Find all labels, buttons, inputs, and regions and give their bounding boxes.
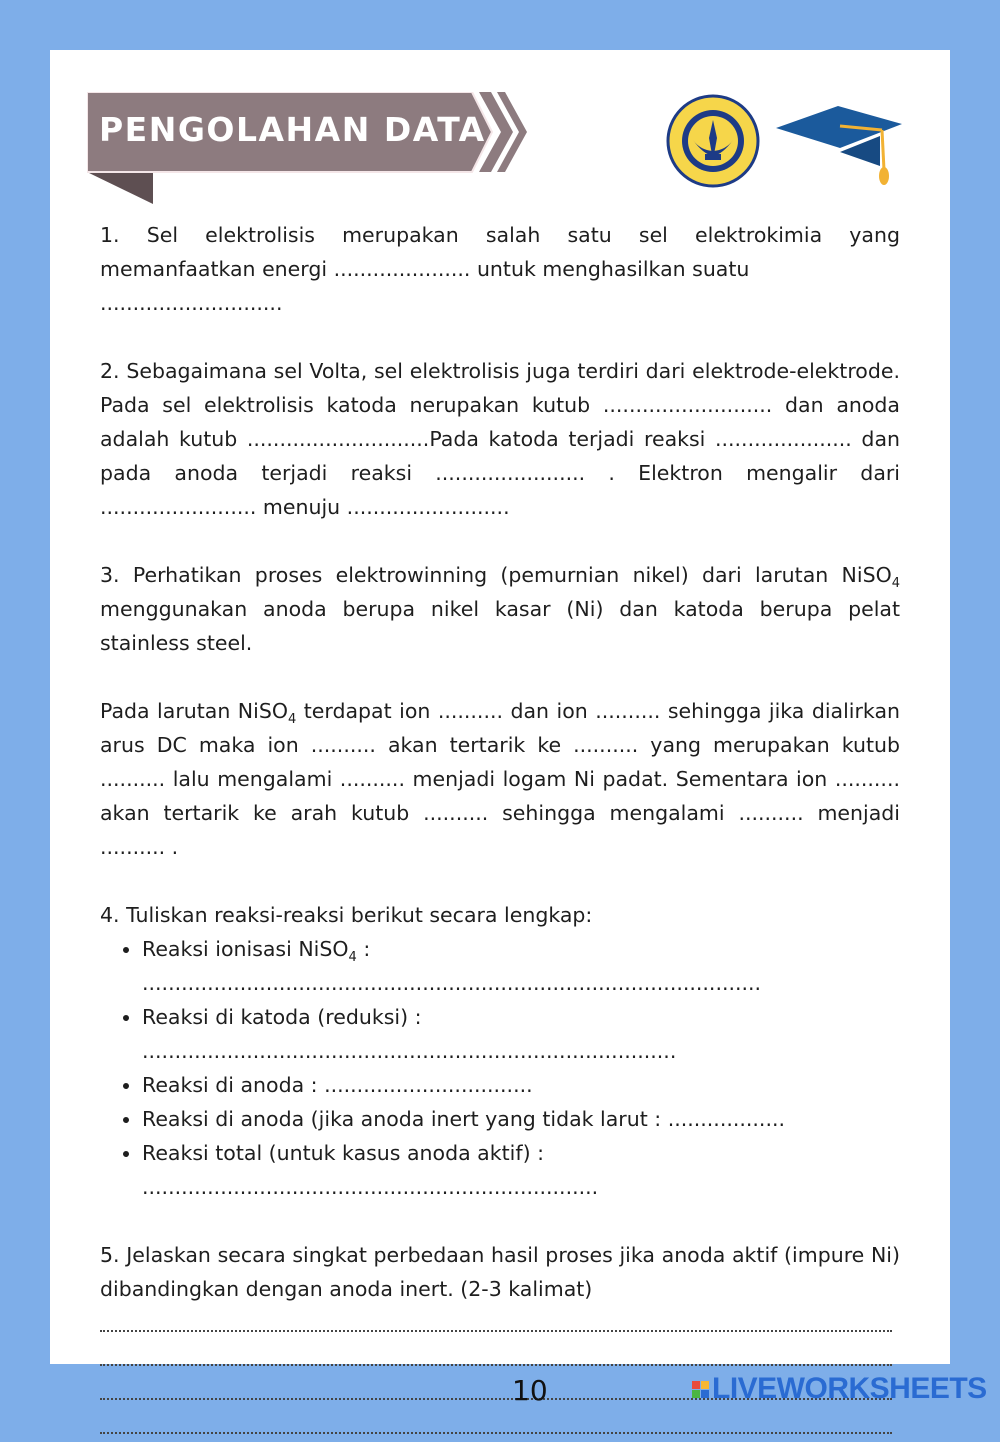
list-item: • Reaksi total (untuk kasus anoda aktif) : ...................................................................... <box>142 1136 900 1204</box>
q3-intro: 3. Perhatikan proses elektrowinning (pemurnian nikel) dari larutan NiSO$_4$ menggunakan anoda berupa nikel kasar (Ni) dan katoda berupa pelat stainless steel. <box>100 563 900 655</box>
answer-line[interactable] <box>100 1408 900 1442</box>
answer-line[interactable] <box>100 1306 900 1340</box>
list-item: • Reaksi di anoda : ................................ <box>142 1068 900 1102</box>
page-title: PENGOLAHAN DATA <box>99 110 486 149</box>
list-item: • Reaksi di katoda (reduksi) : .................................................................................. <box>142 1000 900 1068</box>
worksheet-page <box>50 50 950 1364</box>
list-item: • Reaksi ionisasi NiSO$_4$ : ............................................................................................... <box>142 932 900 1000</box>
liveworksheets-icon <box>692 1381 709 1398</box>
list-item: • Reaksi di anoda (jika anoda inert yang tidak larut : .................. <box>142 1102 900 1136</box>
q1-line1: 1. Sel elektrolisis merupakan salah satu sel elektrokimia yang <box>100 223 900 247</box>
liveworksheets-brand[interactable] <box>692 1372 987 1406</box>
q2-text: 2. Sebagaimana sel Volta, sel elektrolisis juga terdiri dari elektrode-elektrode. Pada sel elektrolisis katoda nerupakan kutub .......................... dan anoda adalah kutub ............................Pada katoda terjadi reaksi ..................... dan pada anoda terjadi reaksi ....................... . Elektron mengalir dari ........................ menuju ......................... <box>100 359 900 519</box>
worksheet-content <box>100 218 900 1442</box>
title-banner <box>87 92 527 204</box>
q5-text: 5. Jelaskan secara singkat perbedaan hasil proses jika anoda aktif (impure Ni) dibandingkan dengan anoda inert. (2-3 kalimat) <box>100 1243 900 1301</box>
graduation-cap-icon <box>770 102 910 192</box>
q4-reaction-list <box>100 932 900 1204</box>
q3-paragraph: Pada larutan NiSO$_4$ terdapat ion .......... dan ion .......... sehingga jika dialirkan arus DC maka ion .......... akan tertarik ke .......... yang merupakan kutub .......... lalu mengalami .......... menjadi logam Ni padat. Sementara ion .......... akan tertarik ke arah kutub .......... sehingga mengalami .......... menjadi .......... . <box>100 699 900 859</box>
q1-line2: memanfaatkan energi ..................... untuk menghasilkan suatu ............................ <box>100 257 750 315</box>
page-number: 10 <box>512 1374 548 1407</box>
university-logo-icon <box>666 94 760 188</box>
answer-line[interactable] <box>100 1340 900 1374</box>
q4-heading: 4. Tuliskan reaksi-reaksi berikut secara lengkap: <box>100 903 593 927</box>
brand-text: LIVEWORKSHEETS <box>712 1372 987 1405</box>
